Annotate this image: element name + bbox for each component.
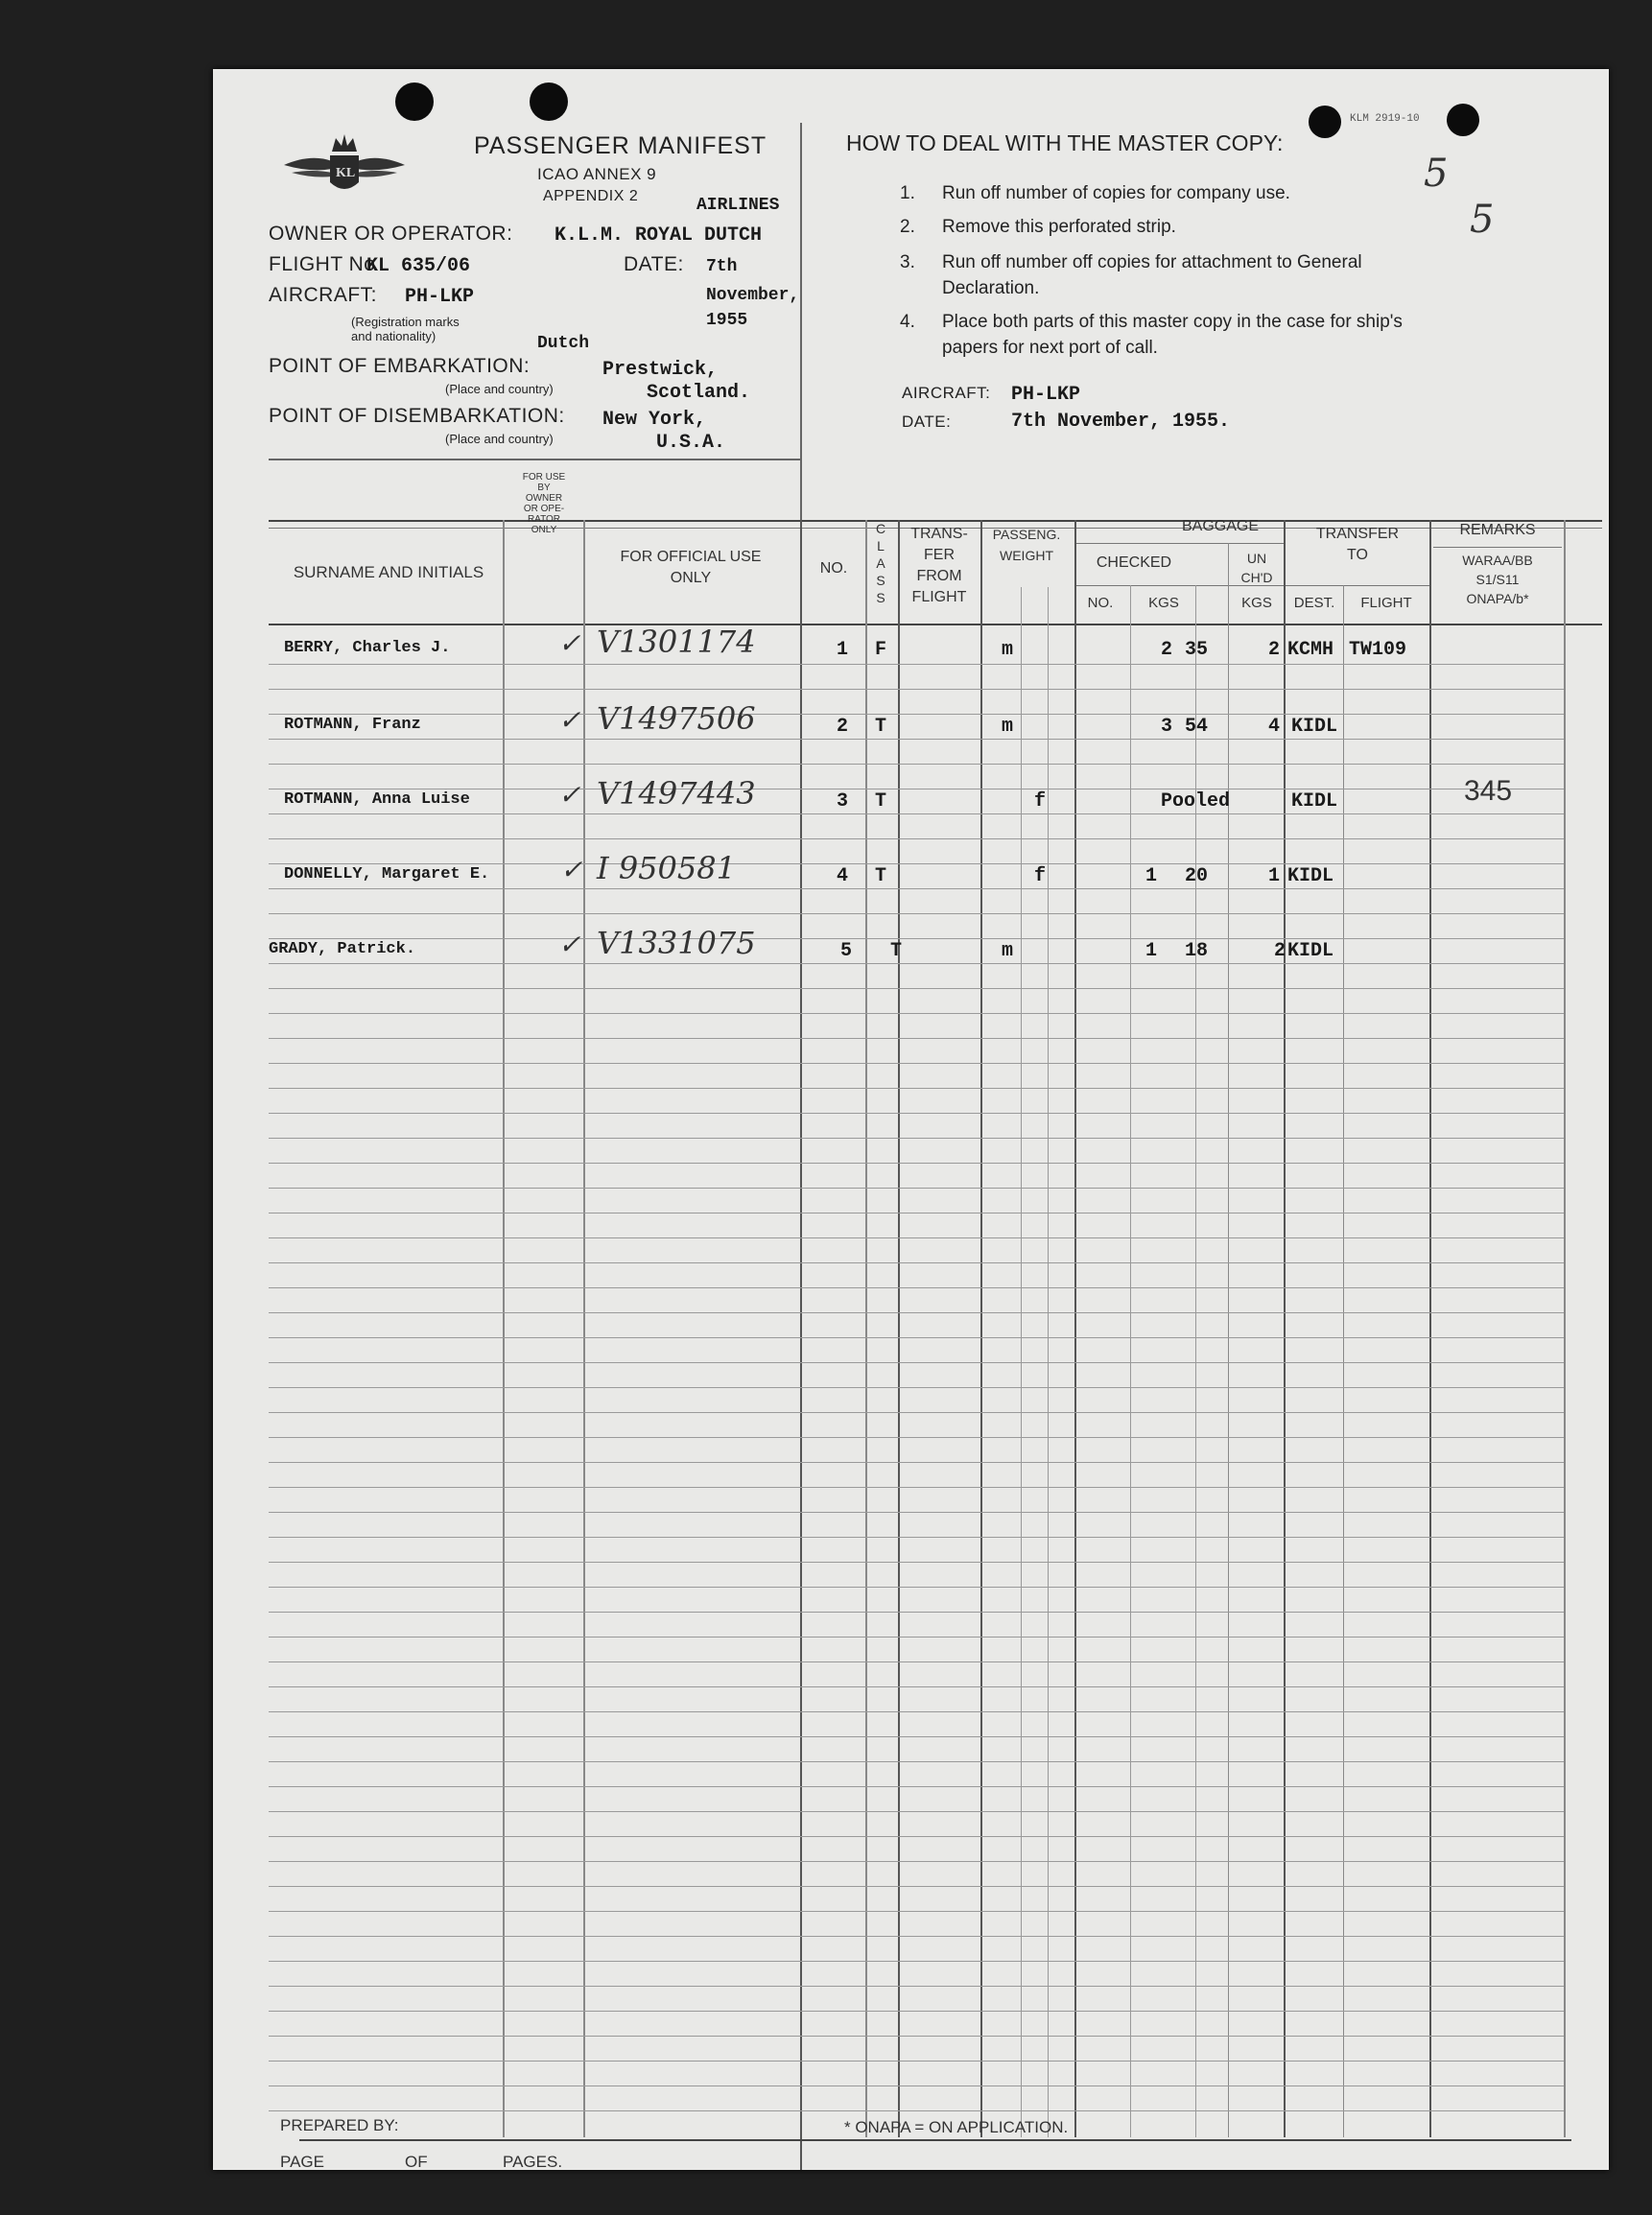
ruled-line	[269, 1736, 1564, 1737]
onapa-note: * ONAPA = ON APPLICATION.	[844, 2118, 1069, 2136]
klm-crown-logo-icon	[282, 127, 407, 203]
passenger-sex: f	[1034, 790, 1047, 813]
col-no: NO.	[819, 560, 848, 577]
class-code: T	[890, 940, 903, 962]
ruled-line	[269, 1213, 1564, 1214]
class-code: T	[875, 865, 887, 887]
step-text: Run off number off copies for attachment to General	[942, 252, 1362, 272]
bag-count: 2	[1160, 639, 1172, 661]
prepared-by-label: PREPARED BY:	[280, 2116, 399, 2134]
unchecked-kgs: 2	[1273, 940, 1286, 962]
col-line	[1429, 520, 1431, 2137]
ruled-line	[269, 1163, 1564, 1164]
col-transfer-to-line: TO	[1347, 547, 1368, 563]
header-bottom-rule	[269, 624, 1602, 625]
ruled-line	[269, 2085, 1564, 2086]
col-remarks-sub-line: WARAA/BB	[1462, 553, 1533, 568]
owner-check: ✓	[558, 627, 581, 659]
col-unch-kgs: KGS	[1241, 595, 1272, 611]
embarkation-label: POINT OF EMBARKATION:	[269, 355, 531, 377]
class-code: T	[875, 716, 887, 738]
col-passenger-weight	[980, 524, 1073, 566]
col-remarks-sub	[1433, 551, 1562, 608]
date-value-day: 7th	[706, 257, 738, 276]
bag-kgs: Pooled	[1161, 790, 1231, 813]
col-line	[503, 520, 505, 2137]
ruled-line	[269, 1337, 1564, 1338]
ruled-line	[269, 1562, 1564, 1563]
col-unch-line: UN	[1246, 551, 1267, 566]
step-number: 1.	[900, 183, 915, 203]
ruled-line	[269, 764, 1564, 765]
col-dest: DEST.	[1293, 595, 1335, 611]
ruled-line	[269, 1312, 1564, 1313]
ruled-line	[269, 1038, 1564, 1039]
owner-label: OWNER OR OPERATOR:	[269, 223, 513, 245]
transfer-dest: KIDL	[1287, 865, 1334, 887]
col-remarks: REMARKS	[1459, 522, 1536, 538]
col-transfer-from-line: FROM	[916, 568, 962, 584]
ruled-line	[269, 739, 1564, 740]
ruled-line	[269, 1487, 1564, 1488]
ruled-line	[269, 1587, 1564, 1588]
ruled-line	[269, 1961, 1564, 1962]
bag-kgs: 35	[1184, 639, 1208, 661]
ruled-line	[269, 1287, 1564, 1288]
owner-check: ✓	[558, 779, 581, 811]
col-owner-use-line: RATOR	[527, 514, 561, 525]
passenger-name: BERRY, Charles J.	[284, 639, 451, 657]
ruled-line	[269, 1412, 1564, 1413]
punch-hole	[530, 82, 568, 121]
aircraft-value: PH-LKP	[405, 286, 475, 308]
ruled-line	[269, 838, 1564, 839]
transfer-flight: TW109	[1349, 639, 1407, 661]
handwritten-mark: 5	[1424, 152, 1449, 196]
col-line	[1195, 585, 1196, 2137]
registration-note-line: (Registration marks	[351, 315, 460, 329]
ruled-line	[269, 664, 1564, 665]
place-note: (Place and country)	[445, 382, 554, 396]
passenger-name: ROTMANN, Anna Luise	[284, 790, 470, 809]
embarkation-country: Scotland.	[647, 382, 751, 404]
ruled-line	[269, 963, 1564, 964]
manifest-title: PASSENGER MANIFEST	[474, 132, 767, 159]
ruled-line	[269, 689, 1564, 690]
header-subrule	[1228, 585, 1429, 586]
unchecked-kgs: 4	[1267, 716, 1280, 738]
of-label: OF	[405, 2153, 428, 2171]
col-transfer-to	[1286, 524, 1429, 566]
ruled-line	[269, 1637, 1564, 1638]
place-note: (Place and country)	[445, 432, 554, 446]
col-bag-no: NO.	[1087, 595, 1114, 611]
master-aircraft-label: AIRCRAFT:	[902, 384, 991, 402]
ruled-line	[269, 888, 1564, 889]
col-transfer-from-line: TRANS-	[910, 526, 968, 542]
aircraft-label: AIRCRAFT:	[269, 284, 378, 306]
ruled-line	[269, 988, 1564, 989]
bag-count: 1	[1145, 865, 1157, 887]
row-number: 5	[840, 940, 853, 962]
col-flight: FLIGHT	[1360, 595, 1412, 611]
disembarkation-label: POINT OF DISEMBARKATION:	[269, 405, 565, 427]
owner-check: ✓	[558, 929, 581, 960]
step-number: 4.	[900, 312, 915, 332]
official-number: V1497443	[597, 775, 756, 812]
embarkation-value: Prestwick,	[602, 359, 719, 381]
col-line	[1130, 585, 1131, 2137]
col-class-letter: A	[876, 555, 885, 571]
header-subrule	[1076, 543, 1286, 544]
instruction-step	[900, 180, 1514, 214]
step-number: 2.	[900, 217, 915, 237]
passenger-sex: m	[1002, 639, 1014, 661]
col-transfer-from-line: FLIGHT	[911, 589, 967, 605]
col-unch-line: CH'D	[1240, 570, 1273, 585]
ruled-line	[269, 1537, 1564, 1538]
ruled-line	[269, 2110, 1564, 2111]
ruled-line	[269, 1986, 1564, 1987]
passenger-name: GRADY, Patrick.	[269, 940, 416, 958]
punch-hole	[1309, 106, 1341, 138]
owner-value: K.L.M. ROYAL DUTCH	[555, 224, 763, 247]
col-transfer-from-line: FER	[924, 547, 955, 563]
bag-kgs: 54	[1184, 716, 1208, 738]
ruled-line	[269, 1711, 1564, 1712]
col-owner-use-line: FOR USE	[522, 472, 566, 483]
instruction-step	[900, 249, 1514, 309]
handwritten-mark: 5	[1470, 198, 1495, 242]
ruled-line	[269, 813, 1564, 814]
disembarkation-country: U.S.A.	[656, 432, 726, 454]
registration-note	[351, 315, 460, 343]
ruled-line	[269, 1786, 1564, 1787]
ruled-line	[269, 1387, 1564, 1388]
col-line	[800, 520, 802, 2170]
ruled-line	[269, 863, 1564, 864]
owner-value-line1: AIRLINES	[696, 196, 780, 215]
date-value-month: November,	[706, 286, 800, 305]
col-official-line: ONLY	[670, 570, 712, 586]
col-passeng-line: WEIGHT	[1000, 548, 1053, 563]
master-date-value: 7th November, 1955.	[1011, 411, 1231, 433]
annex-label: ICAO ANNEX 9	[537, 165, 657, 183]
transfer-dest: KCMH	[1287, 639, 1334, 661]
ruled-line	[269, 1612, 1564, 1613]
unchecked-kgs: 2	[1267, 639, 1280, 661]
master-copy-title: HOW TO DEAL WITH THE MASTER COPY:	[846, 130, 1284, 155]
instruction-step	[900, 214, 1514, 249]
step-text: Place both parts of this master copy in the case for ship's	[942, 312, 1403, 332]
disembarkation-value: New York,	[602, 409, 707, 431]
page-label: PAGE	[280, 2153, 324, 2171]
official-number: V1331075	[597, 925, 756, 961]
ruled-line	[269, 1911, 1564, 1912]
col-line	[1284, 520, 1286, 2137]
col-line	[1074, 520, 1076, 2137]
col-official-use	[585, 547, 796, 589]
bag-kgs: 20	[1184, 865, 1208, 887]
step-text: Run off number of copies for company use.	[942, 183, 1290, 203]
ruled-line	[269, 1188, 1564, 1189]
manifest-sheet	[213, 69, 1609, 2170]
col-transfer-from	[898, 524, 980, 608]
official-number: I 950581	[597, 850, 736, 886]
instruction-step	[900, 309, 1514, 366]
step-number: 3.	[900, 252, 915, 272]
ruled-line	[269, 1113, 1564, 1114]
passenger-sex: f	[1034, 865, 1047, 887]
bag-kgs: 18	[1184, 940, 1208, 962]
form-stamp: KLM 2919-10	[1350, 113, 1420, 125]
col-line	[1564, 520, 1566, 2137]
col-line	[898, 520, 900, 2137]
class-code: T	[875, 790, 887, 813]
transfer-dest: KIDL	[1291, 716, 1338, 738]
master-aircraft-value: PH-LKP	[1011, 384, 1081, 406]
svg-text:KL: KL	[336, 166, 356, 180]
ruled-line	[269, 1462, 1564, 1463]
col-passeng-line: PASSENG.	[992, 527, 1061, 542]
owner-check: ✓	[558, 704, 581, 736]
ruled-line	[269, 1661, 1564, 1662]
ruled-line	[269, 913, 1564, 914]
ruled-line	[269, 1686, 1564, 1687]
col-class	[865, 520, 896, 606]
col-transfer-to-line: TRANSFER	[1315, 526, 1400, 542]
col-remarks-sub-line: ONAPA/b*	[1466, 591, 1529, 606]
ruled-line	[269, 1437, 1564, 1438]
ruled-line	[269, 1013, 1564, 1014]
passenger-name: DONNELLY, Margaret E.	[284, 865, 490, 884]
ruled-line	[269, 714, 1564, 715]
passenger-name: ROTMANN, Franz	[284, 716, 421, 734]
col-unchecked	[1228, 549, 1286, 587]
ruled-line	[269, 1886, 1564, 1887]
footer-rule	[299, 2139, 1571, 2141]
bag-count: 1	[1145, 940, 1157, 962]
ruled-line	[269, 1138, 1564, 1139]
official-number: V1497506	[597, 700, 756, 737]
date-value-year: 1955	[706, 311, 748, 330]
ruled-line	[269, 1512, 1564, 1513]
col-line	[865, 520, 867, 2137]
col-line	[1228, 543, 1229, 2137]
ruled-line	[269, 1262, 1564, 1263]
remark: 345	[1464, 775, 1513, 807]
col-surname: SURNAME AND INITIALS	[293, 563, 484, 581]
ruled-line	[269, 1088, 1564, 1089]
col-owner-use-line: BY	[537, 483, 551, 493]
bag-count: 3	[1160, 716, 1172, 738]
col-class-letter: C	[875, 521, 886, 536]
punch-hole	[395, 82, 434, 121]
date-label: DATE:	[624, 253, 684, 275]
transfer-dest: KIDL	[1287, 940, 1334, 962]
ruled-line	[269, 2036, 1564, 2037]
row-number: 2	[837, 716, 849, 738]
col-class-letter: S	[876, 590, 885, 605]
ruled-line	[269, 1362, 1564, 1363]
registration-note-line: and nationality)	[351, 329, 437, 343]
header-divider	[800, 123, 802, 522]
header-subrule	[1433, 547, 1562, 548]
ruled-line	[269, 1063, 1564, 1064]
ruled-line	[269, 1761, 1564, 1762]
ruled-line	[269, 1836, 1564, 1837]
class-code: F	[875, 639, 887, 661]
ruled-line	[269, 2011, 1564, 2012]
col-baggage: BAGGAGE	[1181, 518, 1260, 534]
col-line	[583, 520, 585, 2137]
flight-label: FLIGHT No	[269, 253, 376, 275]
flight-value: KL 635/06	[366, 255, 471, 277]
col-owner-use	[501, 472, 587, 535]
step-text: Declaration.	[942, 278, 1040, 298]
col-checked: CHECKED	[1096, 554, 1172, 571]
step-text: Remove this perforated strip.	[942, 217, 1176, 237]
owner-check: ✓	[560, 854, 583, 885]
header-rule	[269, 459, 802, 460]
col-class-letter: S	[876, 573, 885, 588]
master-copy-instructions	[900, 180, 1514, 366]
official-number: V1301174	[597, 624, 756, 660]
table-top-rule	[269, 520, 1602, 522]
ruled-line	[269, 1861, 1564, 1862]
col-owner-use-line: ONLY	[531, 525, 557, 535]
col-remarks-sub-line: S1/S11	[1475, 572, 1520, 587]
col-class-letter: L	[877, 538, 885, 554]
row-number: 1	[837, 639, 849, 661]
unchecked-kgs: 1	[1267, 865, 1280, 887]
col-line	[1343, 585, 1344, 2137]
header-subrule	[1076, 585, 1228, 586]
row-number: 3	[837, 790, 849, 813]
row-number: 4	[837, 865, 849, 887]
ruled-line	[269, 938, 1564, 939]
transfer-dest: KIDL	[1291, 790, 1338, 813]
ruled-line	[269, 2061, 1564, 2062]
col-owner-use-line: OWNER	[525, 493, 563, 504]
ruled-line	[269, 1811, 1564, 1812]
appendix-label: APPENDIX 2	[543, 188, 639, 204]
master-date-label: DATE:	[902, 412, 952, 431]
col-line	[980, 520, 982, 2137]
passenger-sex: m	[1002, 716, 1014, 738]
ruled-line	[269, 1936, 1564, 1937]
ruled-line	[269, 1237, 1564, 1238]
col-kgs: KGS	[1148, 595, 1179, 611]
passenger-sex: m	[1002, 940, 1014, 962]
punch-hole	[1447, 104, 1479, 136]
col-official-line: FOR OFFICIAL USE	[620, 549, 762, 565]
step-text: papers for next port of call.	[942, 338, 1158, 358]
col-owner-use-line: OR OPE-	[523, 504, 565, 514]
pages-label: PAGES.	[503, 2153, 563, 2171]
nationality-value: Dutch	[537, 334, 590, 353]
